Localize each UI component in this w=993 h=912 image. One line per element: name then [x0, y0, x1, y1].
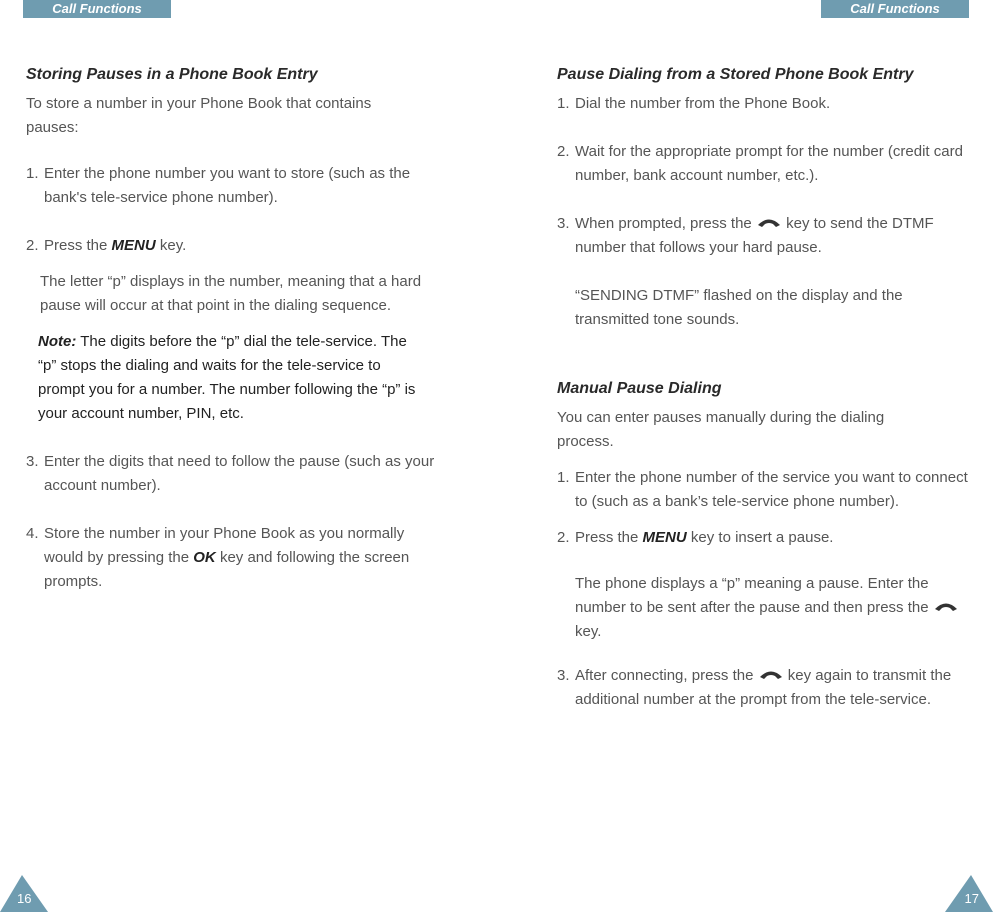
step-text: Store the number in your Phone Book as you normally would by pressing the	[44, 525, 405, 566]
step-1	[557, 466, 970, 514]
section-heading-storing-pauses: Storing Pauses in a Phone Book Entry	[26, 66, 318, 83]
step-1	[26, 162, 444, 210]
send-key-icon	[933, 600, 959, 614]
send-key-icon	[756, 216, 782, 230]
step-4	[26, 522, 439, 594]
step-3	[557, 664, 980, 712]
step-text: key.	[159, 237, 187, 254]
step-text: Enter the digits that need to follow the pause (such as your account number).	[44, 453, 435, 494]
page-number-right	[945, 875, 993, 912]
menu-key-label: MENU	[642, 529, 687, 546]
section-heading-manual-pause: Manual Pause Dialing	[557, 380, 722, 397]
header-tab-left: Call Functions	[23, 0, 171, 18]
page-number-text: 17	[964, 891, 979, 906]
right-column	[557, 64, 977, 712]
ok-key-label: OK	[193, 549, 216, 566]
page-number-left	[0, 875, 48, 912]
step-text: key and following the screen prompts.	[44, 549, 410, 590]
step-number: 2.	[557, 143, 570, 160]
step-text: key to send the DTMF number that follows your hard pause.	[575, 215, 934, 256]
step-3	[557, 212, 980, 260]
note-label: Note:	[38, 333, 77, 350]
left-column	[26, 64, 446, 594]
step-number: 1.	[26, 165, 39, 182]
detail-text: key.	[575, 623, 602, 640]
step-number: 1.	[557, 469, 570, 486]
note-block	[26, 330, 428, 426]
step-2-detail: The letter “p” displays in the number, meaning that a hard pause will occur at that point in the dialing sequence.	[40, 273, 422, 314]
step-text: Dial the number from the Phone Book.	[575, 95, 831, 112]
step-number: 4.	[26, 525, 39, 542]
step-3-detail: “SENDING DTMF” flashed on the display and the transmitted tone sounds.	[575, 287, 903, 328]
step-number: 3.	[557, 667, 570, 684]
step-number: 1.	[557, 95, 570, 112]
intro-text: You can enter pauses manually during the dialing process.	[557, 409, 885, 450]
note-text: The digits before the “p” dial the tele-service. The “p” stops the dialing and waits for the tele-service to prompt you for a number. The number following the “p” is your account number, PIN, etc.	[38, 333, 416, 422]
detail-text: The phone displays a “p” meaning a pause. Enter the number to be sent after the pause and then press the	[575, 575, 929, 616]
step-2-detail	[557, 572, 980, 644]
step-3	[26, 450, 444, 498]
step-text: Press the	[44, 237, 108, 254]
menu-key-label: MENU	[111, 237, 156, 254]
send-key-icon	[758, 668, 784, 682]
step-text: Enter the phone number of the service you want to connect to (such as a bank’s tele-service phone number).	[575, 469, 968, 510]
intro-text: To store a number in your Phone Book that contains pauses:	[26, 95, 372, 136]
step-text: After connecting, press the	[575, 667, 754, 684]
step-number: 3.	[26, 453, 39, 470]
step-text: key again to transmit the additional number at the prompt from the tele-service.	[575, 667, 952, 708]
step-2	[557, 140, 985, 188]
step-2	[26, 234, 446, 258]
step-number: 2.	[26, 237, 39, 254]
header-tab-right: Call Functions	[821, 0, 969, 18]
step-number: 2.	[557, 529, 570, 546]
step-text: Enter the phone number you want to store (such as the bank's tele-service phone number).	[44, 165, 411, 206]
section-heading-pause-dialing: Pause Dialing from a Stored Phone Book Entry	[557, 66, 914, 83]
page-number-text: 16	[17, 891, 32, 906]
step-text: When prompted, press the	[575, 215, 752, 232]
step-2	[557, 526, 977, 550]
step-text: Press the	[575, 529, 639, 546]
step-text: Wait for the appropriate prompt for the number (credit card number, bank account number, etc.).	[575, 143, 963, 184]
step-1	[557, 92, 977, 116]
step-number: 3.	[557, 215, 570, 232]
step-text: key to insert a pause.	[690, 529, 834, 546]
